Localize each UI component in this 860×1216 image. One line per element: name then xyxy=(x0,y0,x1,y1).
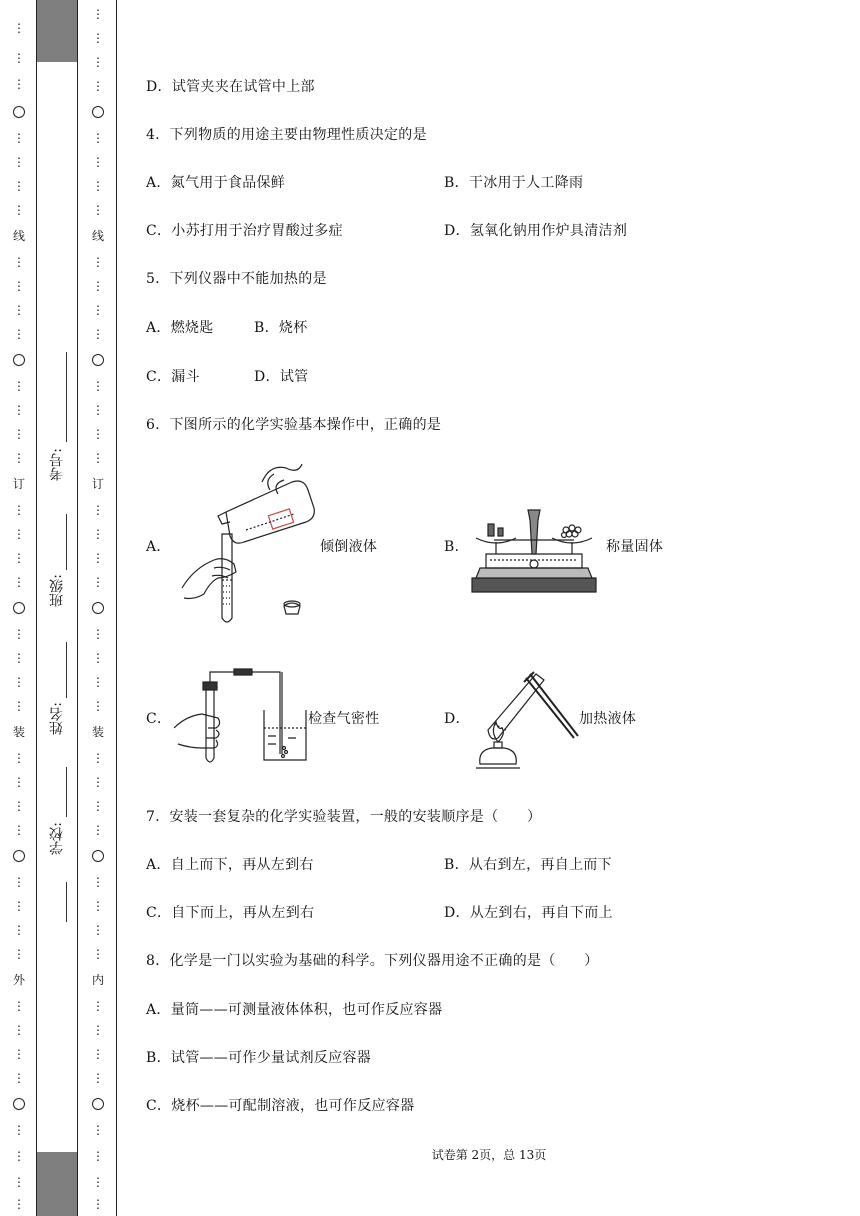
q7-option-d: D．从左到右，再自下而上 xyxy=(444,905,613,921)
q7-option-a: A．自上而下，再从左到右 xyxy=(146,857,314,873)
q5-stem: 5．下列仪器中不能加热的是 xyxy=(146,271,327,287)
q6-option-c-caption: 检查气密性 xyxy=(308,711,380,727)
exam-no-label: 考号: xyxy=(49,448,65,481)
page-number: 试卷第 2页，总 13页 xyxy=(431,1148,547,1162)
page-footer xyxy=(0,1146,860,1163)
margin-mark-wai: 外 xyxy=(12,973,25,987)
circle-mark xyxy=(92,602,104,614)
airtightness-check-figure xyxy=(172,666,308,766)
balance-figure xyxy=(466,506,602,598)
q6-option-b-caption: 称量固体 xyxy=(606,539,664,555)
margin-mark-xian-inner: 线 xyxy=(91,229,104,243)
margin-rule xyxy=(116,0,117,1216)
q7-option-c: C．自下而上，再从左到右 xyxy=(146,905,315,921)
q4-option-a: A．氮气用于食品保鲜 xyxy=(146,175,286,191)
q6-option-b-label: B． xyxy=(444,539,469,555)
margin-mark-ding-inner: 订 xyxy=(91,477,104,491)
margin-mark-ding: 订 xyxy=(12,477,25,491)
exam-no-blank-upper[interactable] xyxy=(66,352,67,442)
margin-mark-zhuang-inner: 装 xyxy=(91,725,104,739)
circle-mark xyxy=(13,106,25,118)
circle-mark xyxy=(92,850,104,862)
circle-mark xyxy=(13,602,25,614)
q7-stem: 7．安装一套复杂的化学实验装置，一般的安装顺序是（ ） xyxy=(146,809,542,825)
q5-option-b: B．烧杯 xyxy=(254,320,308,336)
q5-option-a: A．燃烧匙 xyxy=(146,320,214,336)
margin-gray-band-top xyxy=(37,0,77,62)
q8-option-a: A．量筒——可测量液体体积，也可作反应容器 xyxy=(146,1002,443,1018)
circle-mark xyxy=(13,1098,25,1110)
circle-mark xyxy=(13,850,25,862)
margin-mark-zhuang: 装 xyxy=(12,725,25,739)
margin-mark-nei: 内 xyxy=(91,973,104,987)
q5-option-c: C．漏斗 xyxy=(146,369,200,385)
q6-option-d-caption: 加热液体 xyxy=(579,711,637,727)
q4-option-c: C．小苏打用于治疗胃酸过多症 xyxy=(146,223,343,239)
circle-mark xyxy=(92,106,104,118)
name-blank[interactable] xyxy=(66,767,67,817)
q6-option-a-caption: 倾倒液体 xyxy=(320,539,378,555)
binding-margin xyxy=(0,0,118,1216)
q8-option-c: C．烧杯——可配制溶液，也可作反应容器 xyxy=(146,1098,415,1114)
q6-option-a-label: A． xyxy=(146,539,171,555)
inner-dotted-column: ⋮ ⋮ ⋮ ⋮ ⋮ ⋮ ⋮ ⋮ 线 ⋮ ⋮ ⋮ ⋮ ⋮ ⋮ ⋮ ⋮ 订 ⋮ ⋮ ⋮ ⋮ ⋮ ⋮ ⋮ ⋮ 装 ⋮ ⋮ ⋮ ⋮ ⋮ ⋮ ⋮ ⋮ 内 ⋮ ⋮ ⋮ ⋮ ⋮ ⋮ ⋮ ⋮ xyxy=(88,0,108,1216)
q4-option-d: D．氢氧化钠用作炉具清洁剂 xyxy=(444,223,628,239)
q4-stem: 4．下列物质的用途主要由物理性质决定的是 xyxy=(146,127,427,143)
q8-stem: 8．化学是一门以实验为基础的科学。下列仪器用途不正确的是（ ） xyxy=(146,953,599,969)
outer-dotted-column: ⋮ ⋮ ⋮ ⋮ ⋮ ⋮ ⋮ 线 ⋮ ⋮ ⋮ ⋮ ⋮ ⋮ ⋮ ⋮ 订 ⋮ ⋮ ⋮ ⋮ ⋮ ⋮ ⋮ ⋮ 装 ⋮ ⋮ ⋮ ⋮ ⋮ ⋮ ⋮ ⋮ 外 ⋮ ⋮ ⋮ ⋮ ⋮ ⋮ ⋮ ⋮ xyxy=(9,0,29,1216)
heating-liquid-figure xyxy=(466,668,580,774)
q3-option-d: D．试管夹夹在试管中上部 xyxy=(146,79,315,95)
margin-mark-xian: 线 xyxy=(12,229,25,243)
circle-mark xyxy=(92,354,104,366)
margin-rule xyxy=(77,0,78,1216)
q8-option-b: B．试管——可作少量试剂反应容器 xyxy=(146,1050,372,1066)
q7-option-b: B．从右到左，再自上而下 xyxy=(444,857,612,873)
q4-option-b: B．干冰用于人工降雨 xyxy=(444,175,584,191)
q6-stem: 6．下图所示的化学实验基本操作中，正确的是 xyxy=(146,417,442,433)
school-label: 学校: xyxy=(49,822,65,855)
student-info-column xyxy=(37,62,77,1152)
class-label: 班级: xyxy=(49,574,65,607)
class-blank[interactable] xyxy=(66,642,67,698)
pouring-liquid-figure xyxy=(174,460,324,626)
circle-mark xyxy=(92,1098,104,1110)
exam-no-blank[interactable] xyxy=(66,514,67,570)
name-label: 姓名: xyxy=(49,702,65,735)
q6-option-c-label: C． xyxy=(146,711,172,727)
school-blank[interactable] xyxy=(66,882,67,922)
q6-option-d-label: D． xyxy=(444,711,470,727)
q5-option-d: D．试管 xyxy=(254,369,309,385)
circle-mark xyxy=(13,354,25,366)
